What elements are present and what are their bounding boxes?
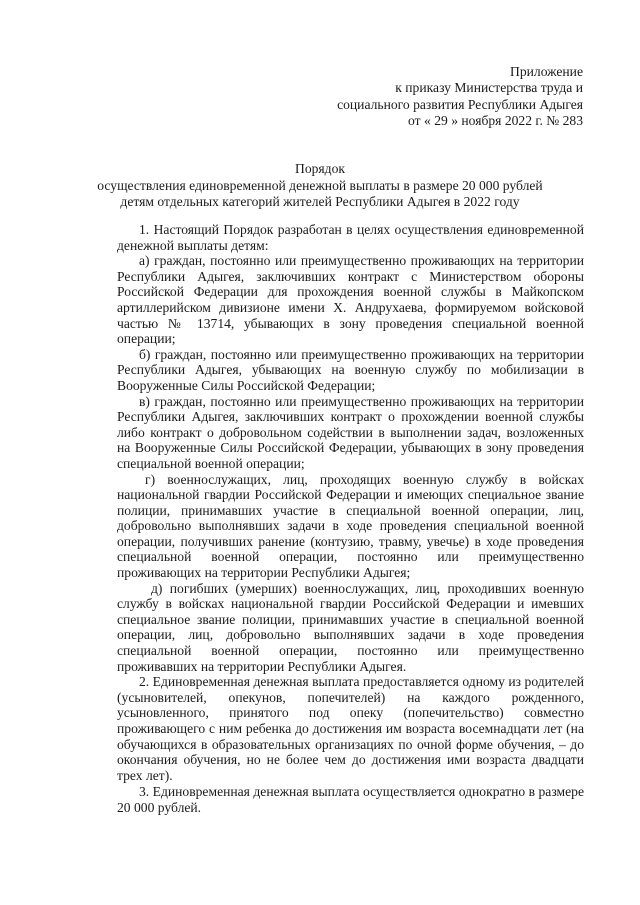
order-date-number: от « 29 » ноября 2022 г. № 283 <box>408 112 583 128</box>
document-body <box>117 222 584 816</box>
paragraph-1-d: д) погибших (умерших) военнослужащих, лиц, проходивших военную службу в войсках национальной гвардии Российской Федерации и имевших специальное звание полиции, принимавших участие в специальной военной операции, лиц, добровольно выполнявших задачи в ходе проведения специальной военной операции, постоянно или преимущественно проживавших на территории Республики Адыгея. <box>117 580 584 674</box>
title-subline-1: осуществления единовременной денежной выплаты в размере 20 000 рублей <box>97 177 543 193</box>
title-subline-2: детям отдельных категорий жителей Республики Адыгея в 2022 году <box>120 194 520 209</box>
paragraph-1-v: в) граждан, постоянно или преимущественно проживающих на территории Республики Адыгея, заключивших контракт о прохождении военной службы либо контракт о добровольном содействии в выполнении задач, возложенных на Вооруженные Силы Российской Федерации, убывающих в зону проведения специальной военной операции; <box>117 393 584 471</box>
appendix-header <box>337 64 583 129</box>
order-reference-line: к приказу Министерства труда и <box>395 80 583 96</box>
paragraph-1: 1. Настоящий Порядок разработан в целях осуществления единовременной денежной выплаты детям: <box>117 222 584 253</box>
paragraph-1-g: г) военнослужащих, лиц, проходящих военную службу в войсках национальной гвардии Российской Федерации и имеющих специальное звание полиции, принимавших участие в специальной военной операции, лиц, добровольно выполнявших задачи в ходе проведения специальной военной операции, получивших ранение (контузию, травму, увечье) в ходе проведения специальной военной операции, постоянно или преимущественно проживающих на территории Республики Адыгея; <box>117 471 584 581</box>
document-title <box>0 161 640 211</box>
paragraph-1-b: б) граждан, постоянно или преимущественно проживающих на территории Республики Адыгея, убывающих на военную службу по мобилизации в Вооруженные Силы Российской Федерации; <box>117 346 584 393</box>
paragraph-3: 3. Единовременная денежная выплата осуществляется однократно в размере 20 000 рублей. <box>117 784 584 815</box>
paragraph-2: 2. Единовременная денежная выплата предоставляется одному из родителей (усыновителей, опекунов, попечителей) на каждого рожденного, усыновленного, принятого под опеку (попечительство) совместно проживающего с ним ребенка до достижения им возраста восемнадцати лет (на обучающихся в образовательных организациях по очной форме обучения, – до окончания обучения, но не более чем до достижения ими возраста двадцати трех лет). <box>117 674 584 783</box>
ministry-name-line: социального развития Республики Адыгея <box>337 96 583 112</box>
paragraph-1-a: а) граждан, постоянно или преимущественно проживающих на территории Республики Адыгея, заключивших контракт с Министерством обороны Российской Федерации для прохождения военной службы в Майкопском артиллерийском дивизионе имени Х. Андрухаева, формируемом войсковой частью № 13714, убывающих в зону проведения специальной военной операции; <box>117 253 584 347</box>
title-heading: Порядок <box>295 161 345 176</box>
appendix-label: Приложение <box>510 64 583 79</box>
